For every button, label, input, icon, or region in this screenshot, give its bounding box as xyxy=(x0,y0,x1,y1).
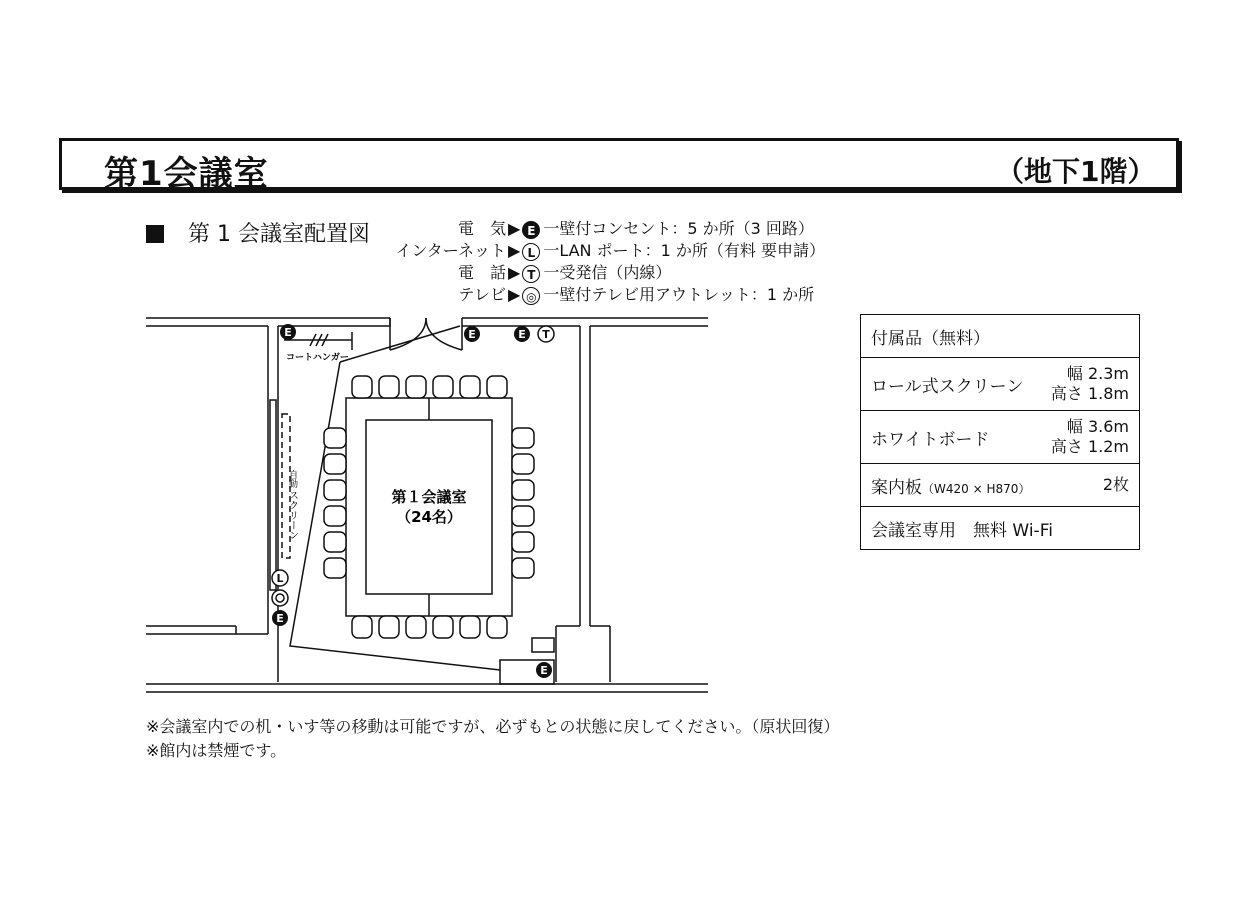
chair xyxy=(487,376,507,398)
legend-row-internet xyxy=(386,240,825,262)
chair xyxy=(324,454,346,474)
svg-text:E: E xyxy=(518,328,526,341)
svg-text:E: E xyxy=(468,328,476,341)
triangle-arrow-icon: ▶ xyxy=(508,241,521,260)
outlet-icon xyxy=(272,610,288,626)
outlet-icon xyxy=(464,326,480,342)
chair xyxy=(512,428,534,448)
legend-label: 電 話 xyxy=(457,263,506,282)
square-bullet-icon xyxy=(146,225,164,243)
triangle-arrow-icon: ▶ xyxy=(508,219,521,238)
accessories-table xyxy=(860,314,1140,550)
tv-outlet-icon: ◎ xyxy=(522,287,540,305)
chair xyxy=(324,506,346,526)
accessory-spec-width: 幅 3.6m xyxy=(1066,417,1129,436)
legend-label: インターネット xyxy=(395,241,506,260)
chair xyxy=(324,532,346,552)
chair xyxy=(460,376,480,398)
legend-text: 一受発信（内線） xyxy=(543,263,672,282)
chair xyxy=(512,558,534,578)
chair xyxy=(324,480,346,500)
chair xyxy=(324,558,346,578)
legend-row-electric xyxy=(386,218,814,240)
accessory-name: ホワイトボード xyxy=(861,411,1041,464)
room-capacity: （24名） xyxy=(396,508,462,526)
accessory-spec xyxy=(1041,358,1140,411)
legend-label: テレビ xyxy=(458,285,506,304)
chair xyxy=(379,616,399,638)
outlet-icon xyxy=(514,326,530,342)
legend-row-tv xyxy=(386,284,814,306)
chair xyxy=(406,376,426,398)
accessory-spec xyxy=(1041,411,1140,464)
screen-label: スクリーン xyxy=(286,490,298,540)
legend-text: 一LAN ポート：1 か所（有料 要申請） xyxy=(543,241,825,260)
accessories-header: 付属品（無料） xyxy=(861,315,1140,358)
chair xyxy=(433,376,453,398)
legend-label: 電 気 xyxy=(457,219,506,238)
accessory-row xyxy=(861,464,1140,507)
floor-label: （地下1階） xyxy=(996,155,1156,188)
accessory-count: 2枚 xyxy=(1041,464,1140,507)
conference-table xyxy=(346,398,512,616)
floor-plan xyxy=(140,310,720,700)
svg-text:E: E xyxy=(540,664,548,677)
phone-jack-icon: T xyxy=(522,265,540,283)
lan-port-icon: L xyxy=(522,243,540,261)
accessory-name: 会議室専用 無料 Wi-Fi xyxy=(861,507,1140,550)
legend-row-phone xyxy=(386,262,671,284)
accessory-row xyxy=(861,507,1140,550)
section-heading-text: 第 1 会議室配置図 xyxy=(188,222,370,247)
outlet-icon: E xyxy=(522,221,540,239)
outlet-icon xyxy=(280,324,296,340)
chair xyxy=(379,376,399,398)
coat-hanger-label: コートハンガー xyxy=(286,353,349,363)
triangle-arrow-icon: ▶ xyxy=(508,285,521,304)
chair xyxy=(512,480,534,500)
chair xyxy=(487,616,507,638)
accessory-name: ロール式スクリーン xyxy=(861,358,1041,411)
lan-port-icon xyxy=(272,570,288,586)
accessory-spec-height: 高さ 1.8m xyxy=(1050,384,1129,403)
chair xyxy=(512,506,534,526)
screen-label-auto: 自動 xyxy=(287,470,297,488)
tv-outlet-icon xyxy=(272,590,288,606)
outlet-icon xyxy=(536,662,552,678)
note-no-smoking: ※館内は禁煙です。 xyxy=(146,741,287,760)
chair xyxy=(324,428,346,448)
chair xyxy=(433,616,453,638)
svg-text:E: E xyxy=(276,612,284,625)
page-title: 第1会議室 xyxy=(104,154,269,194)
phone-jack-icon xyxy=(538,326,554,342)
legend-text: 一壁付テレビ用アウトレット：1 か所 xyxy=(543,285,815,304)
accessories-header-row xyxy=(861,315,1140,358)
note-restore: ※会議室内での机・いす等の移動は可能ですが、必ずもとの状態に戻してください。（原状回復） xyxy=(146,717,840,736)
accessory-row xyxy=(861,411,1140,464)
triangle-arrow-icon: ▶ xyxy=(508,263,521,282)
accessory-row xyxy=(861,358,1140,411)
accessory-spec-width: 幅 2.3m xyxy=(1066,364,1129,383)
svg-text:T: T xyxy=(542,328,550,341)
svg-text:L: L xyxy=(276,572,284,585)
chair xyxy=(406,616,426,638)
legend-text: 一壁付コンセント：5 か所（3 回路） xyxy=(543,219,814,238)
accessory-name: 案内板 xyxy=(871,477,922,498)
accessory-name-cell xyxy=(861,464,1041,507)
chair xyxy=(460,616,480,638)
room-name: 第１会議室 xyxy=(391,488,467,506)
accessory-spec-height: 高さ 1.2m xyxy=(1050,437,1129,456)
chair xyxy=(352,376,372,398)
svg-text:E: E xyxy=(284,326,292,339)
chair xyxy=(512,454,534,474)
chair xyxy=(352,616,372,638)
chair xyxy=(512,532,534,552)
section-heading xyxy=(146,217,370,248)
accessory-size-note: （W420 × H870） xyxy=(922,481,1031,496)
